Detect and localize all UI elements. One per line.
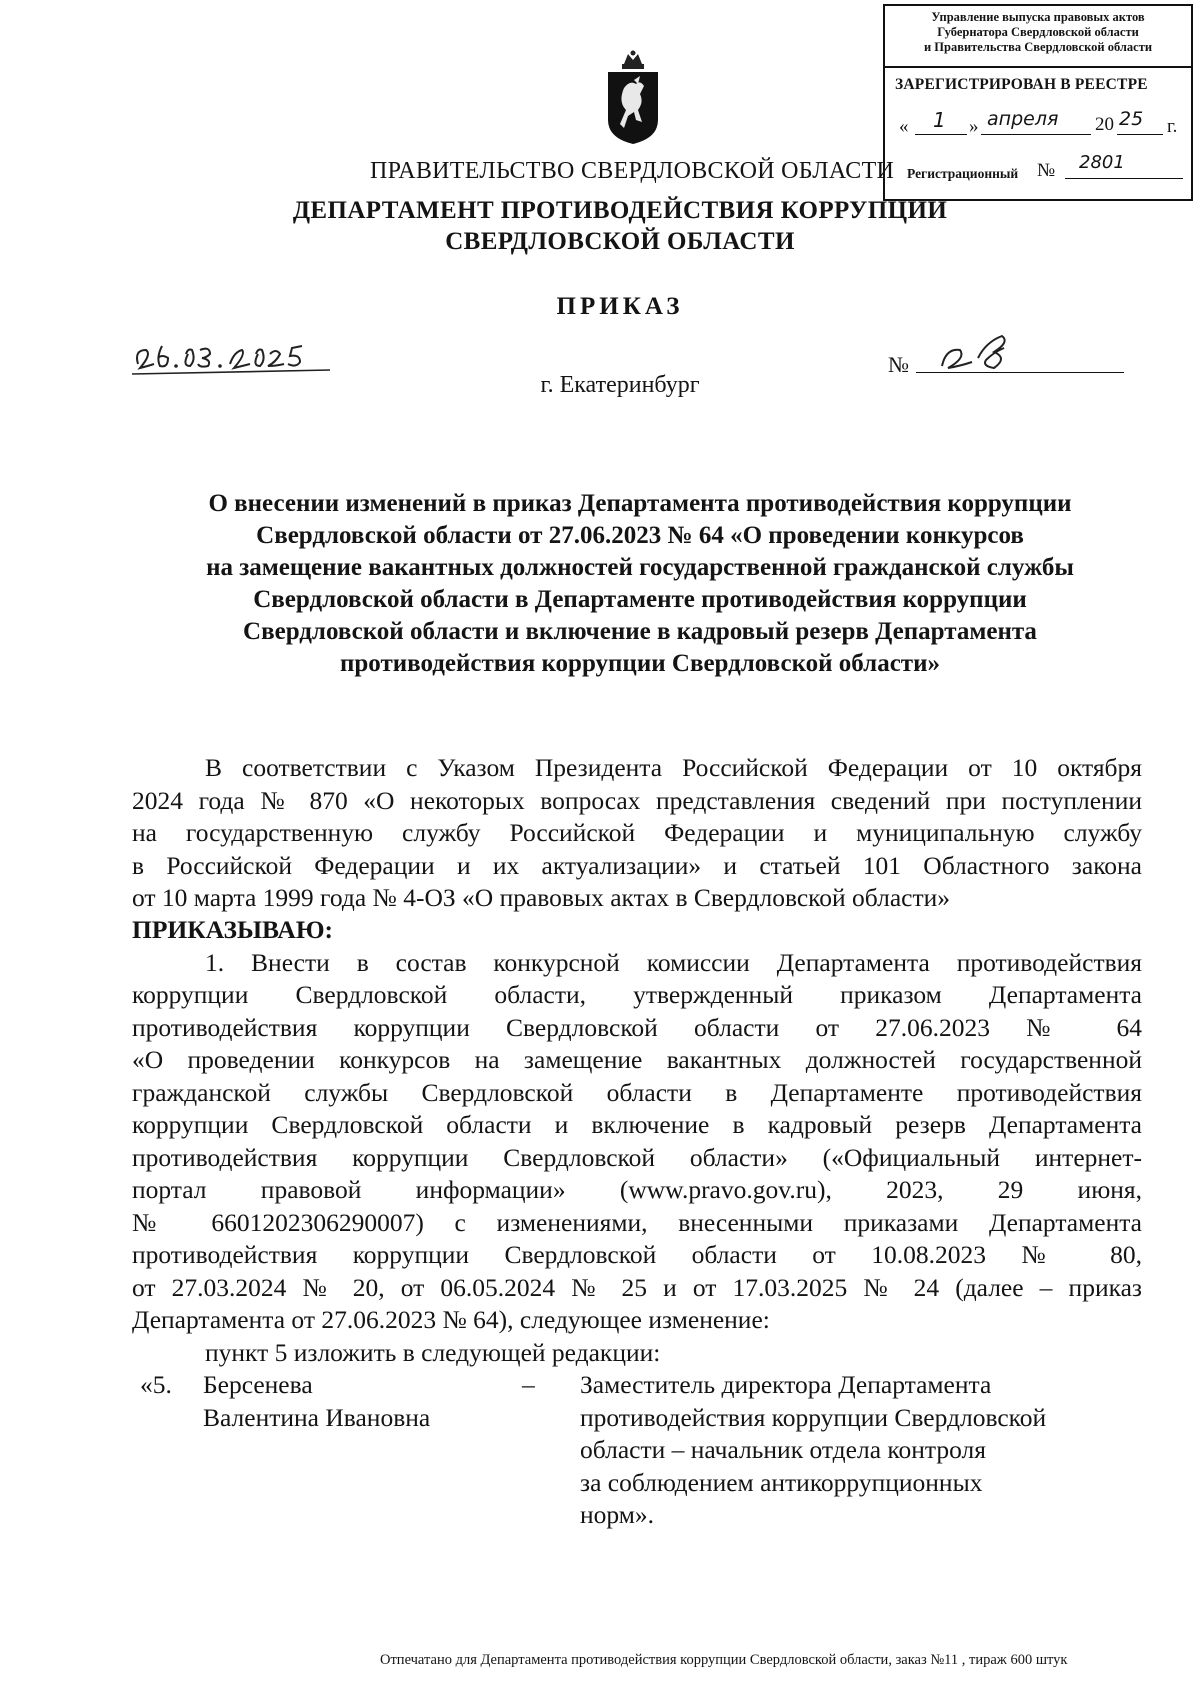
department-name-line2: СВЕРДЛОВСКОЙ ОБЛАСТИ	[445, 228, 795, 255]
item-line: противодействия коррупции Свердловской области» («Официальный интернет-	[132, 1143, 1142, 1172]
order-number-label: №	[888, 352, 909, 377]
stamp-no-sign: №	[1037, 160, 1056, 181]
document-type: ПРИКАЗ	[556, 293, 684, 320]
stamp-reg-number: 2801	[1079, 152, 1125, 173]
preamble-line: 2024 года № 870 «О некоторых вопросах представления сведений при поступлении	[132, 786, 1142, 815]
stamp-year-suffix: 25	[1119, 108, 1144, 130]
item-line: 1. Внести в состав конкурсной комиссии Департамента противодействия	[205, 948, 1142, 977]
stamp-header-line: Управление выпуска правовых актов	[931, 10, 1145, 24]
registration-stamp	[883, 4, 1193, 201]
stamp-header-line: Губернатора Свердловской области	[937, 25, 1139, 39]
handwritten-date	[130, 328, 360, 378]
stamp-year-prefix: 20	[1095, 114, 1114, 135]
stamp-reg-label: Регистрационный	[907, 166, 1019, 181]
preamble-line: В соответствии с Указом Президента Российской Федерации от 10 октября	[205, 753, 1142, 782]
stamp-month-underline	[981, 134, 1091, 135]
title-line: противодействия коррупции Свердловской области»	[340, 650, 940, 677]
item-line: коррупции Свердловской области, утвержденный приказом Департамента	[132, 980, 1142, 1009]
stamp-number-line	[907, 152, 1187, 188]
point5-position-line: за соблюдением антикоррупционных	[580, 1468, 983, 1497]
handwritten-number-scribble	[938, 322, 1028, 374]
department-name-line1: ДЕПАРТАМЕНТ ПРОТИВОДЕЙСТВИЯ КОРРУПЦИИ	[292, 197, 948, 224]
city: г. Екатеринбург	[540, 372, 700, 398]
stamp-quote-close: »	[969, 116, 979, 137]
stamp-quote-open: «	[899, 116, 909, 137]
stamp-year-unit: г.	[1167, 116, 1178, 137]
stamp-divider	[885, 66, 1191, 68]
preamble-line: на государственную службу Российской Федерации и муниципальную службу	[132, 818, 1142, 847]
item-line: «О проведении конкурсов на замещение вакантных должностей государственной	[132, 1045, 1142, 1074]
item-line: № 6601202306290007) с изменениями, внесенными приказами Департамента	[132, 1208, 1142, 1237]
stamp-registered-label: ЗАРЕГИСТРИРОВАН В РЕЕСТРЕ	[895, 76, 1148, 93]
title-line: Свердловской области в Департаменте противодействия коррупции	[253, 586, 1027, 613]
government-name: ПРАВИТЕЛЬСТВО СВЕРДЛОВСКОЙ ОБЛАСТИ	[370, 158, 895, 184]
item-line: Департамента от 27.06.2023 № 64), следующее изменение:	[132, 1305, 770, 1334]
preamble-line: от 10 марта 1999 года № 4-ОЗ «О правовых актах в Свердловской области»	[132, 883, 951, 912]
stamp-date-line	[895, 108, 1187, 142]
preamble-line: в Российской Федерации и их актуализации» и статьей 101 Областного закона	[132, 851, 1142, 880]
order-word: ПРИКАЗЫВАЮ:	[132, 915, 334, 944]
point5-name-line1: Берсенева	[203, 1370, 313, 1399]
point5-dash: –	[522, 1370, 535, 1399]
point5-intro: пункт 5 изложить в следующей редакции:	[205, 1338, 661, 1367]
stamp-header-line: и Правительства Свердловской области	[923, 40, 1153, 54]
title-line: Свердловской области от 27.06.2023 № 64 «О проведении конкурсов	[256, 522, 1024, 549]
stamp-month: апреля	[987, 108, 1059, 130]
point5-position-line: противодействия коррупции Свердловской	[580, 1403, 1047, 1432]
handwritten-order-number	[938, 322, 1028, 374]
title-line: Свердловской области и включение в кадровый резерв Департамента	[243, 618, 1037, 645]
point5-number: «5.	[140, 1370, 172, 1399]
stamp-day-underline	[915, 134, 967, 135]
stamp-year-underline	[1117, 134, 1163, 135]
item-line: гражданской службы Свердловской области в Департаменте противодействия	[132, 1078, 1142, 1107]
stamp-day: 1	[933, 108, 946, 132]
stamp-number-underline	[1065, 178, 1183, 179]
order-title	[120, 488, 1160, 680]
item-line: противодействия коррупции Свердловской области от 10.08.2023 № 80,	[132, 1240, 1142, 1269]
item-line: коррупции Свердловской области и включение в кадровый резерв Департамента	[132, 1110, 1142, 1139]
title-line: на замещение вакантных должностей государственной гражданской службы	[206, 554, 1074, 581]
print-footer: Отпечатано для Департамента противодействия коррупции Свердловской области, заказ №11 , тираж 600 штук	[380, 1652, 1068, 1668]
coat-of-arms-icon	[604, 50, 662, 145]
item-line: от 27.03.2024 № 20, от 06.05.2024 № 25 и от 17.03.2025 № 24 (далее – приказ	[132, 1273, 1142, 1302]
handwritten-date-scribble	[130, 328, 360, 378]
point5-position-line: Заместитель директора Департамента	[580, 1370, 992, 1399]
item-line: портал правовой информации» (www.pravo.gov.ru), 2023, 29 июня,	[132, 1175, 1142, 1204]
title-line: О внесении изменений в приказ Департамента противодействия коррупции	[208, 490, 1072, 517]
item-line: противодействия коррупции Свердловской области от 27.06.2023 № 64	[132, 1013, 1142, 1042]
stamp-header	[885, 10, 1191, 55]
point5-name-line2: Валентина Ивановна	[203, 1403, 431, 1432]
point5-position-line: норм».	[580, 1500, 655, 1529]
point5-position-line: области – начальник отдела контроля	[580, 1435, 986, 1464]
